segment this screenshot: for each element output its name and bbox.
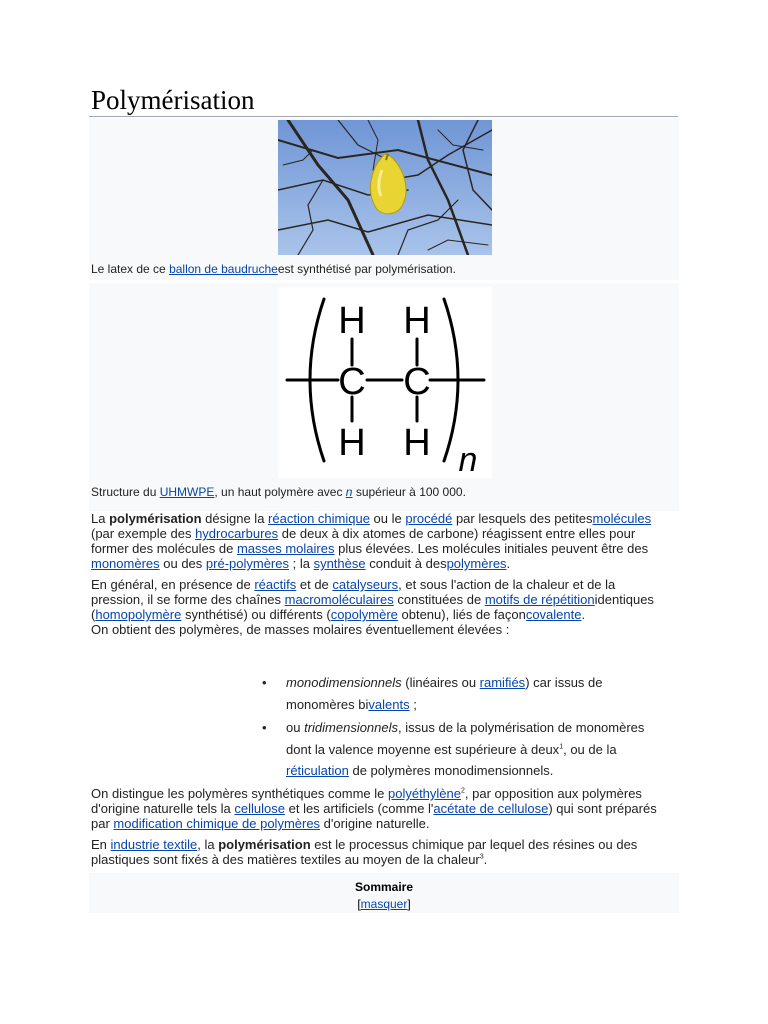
toc-toggle: [masquer] <box>357 897 411 911</box>
textile-paragraph: En industrie textile, la polymérisation est le processus chimique par lequel des résines ou des plastiques sont fixés à des matières textiles au moyen de la chaleur$^3$. <box>91 837 638 867</box>
formula-atom-h: H <box>403 422 431 464</box>
formula-atom-h: H <box>338 300 366 342</box>
link-polyethylene[interactable]: polyéthylène <box>387 786 461 801</box>
link-industrie-textile[interactable]: industrie textile <box>110 837 198 852</box>
link-copolymere[interactable]: copolymère <box>330 607 398 622</box>
formula-atom-h: H <box>403 300 431 342</box>
link-valents[interactable]: valents <box>368 696 410 712</box>
link-acetate-de-cellulose[interactable]: acétate de cellulose <box>433 801 549 816</box>
general-paragraph: En général, en présence de réactifs et de catalyseurs, et sous l'action de la chaleur et de la pression, il se forme des chaînes macromoléculaires constituées de motifs de répétitionidentiques (homopolymère synthétisé) ou différents (copolymère obtenu), liés de façoncovalente. On obtient des polymères, de masses molaires éventuellement élevées : <box>91 577 654 637</box>
link-covalente[interactable]: covalente <box>525 607 582 622</box>
footnote-ref-1[interactable]: 1 <box>559 743 564 751</box>
bullet-icon: • <box>262 675 267 690</box>
link-ballon-de-baudruche[interactable]: ballon de baudruche <box>169 262 278 276</box>
link-monomeres[interactable]: monomères <box>91 556 160 571</box>
intro-paragraph: La polymérisation désigne la réaction chimique ou le procédé par lesquels des petitesmolécules (par exemple des hydrocarbures de deux à dix atomes de carbone) réagissent entre elles pour former des molécules de masses molaires plus élevées. Les molécules initiales peuvent être des monomères ou des pré-polymères ; la synthèse conduit à despolymères. <box>91 511 652 571</box>
formula-atom-h: H <box>338 422 366 464</box>
synthetic-paragraph: On distingue les polymères synthétiques comme le polyéthylène$^2$, par opposition aux polymères d'origine naturelle tels la cellulose et les artificiels (comme l'acétate de cellulose) qui sont préparés par modification chimique de polymères d'origine naturelle. <box>91 786 657 831</box>
link-motifs-de-repetition[interactable]: motifs de répétition <box>484 592 595 607</box>
formula-atom-c: C <box>338 361 366 403</box>
list-item: • ou tridimensionnels, issus de la polymérisation de monomères dont la valence moyenne est supérieure à deux$^1$, ou de la réticulation de polymères monodimensionnels. <box>262 717 662 782</box>
link-reactifs[interactable]: réactifs <box>254 577 297 592</box>
toc-heading: Sommaire <box>354 880 414 894</box>
link-n[interactable]: n <box>345 485 353 499</box>
list-item: • monodimensionnels (linéaires ou ramifiés) car issus de monomères bivalents ; <box>262 672 662 715</box>
toc-hide-link[interactable]: masquer <box>360 897 408 911</box>
table-of-contents <box>89 873 679 913</box>
uhmwpe-formula[interactable] <box>278 287 492 478</box>
link-pre-polymeres[interactable]: pré-polymères <box>205 556 289 571</box>
balloon-photo[interactable] <box>278 120 492 255</box>
footnote-ref-3[interactable]: 3 <box>479 853 484 861</box>
link-homopolymere[interactable]: homopolymère <box>95 607 182 622</box>
link-macromoleculaires[interactable]: macromoléculaires <box>284 592 394 607</box>
link-uhmwpe[interactable]: UHMWPE <box>159 485 215 499</box>
link-reticulation[interactable]: réticulation <box>286 763 349 778</box>
formula-subscript-n: n <box>458 441 478 478</box>
polymer-types-list <box>262 672 662 782</box>
link-synthese[interactable]: synthèse <box>313 556 366 571</box>
link-ramifies[interactable]: ramifiés <box>479 675 526 690</box>
link-cellulose[interactable]: cellulose <box>234 801 285 816</box>
link-catalyseurs[interactable]: catalyseurs <box>332 577 399 592</box>
link-reaction-chimique[interactable]: réaction chimique <box>268 511 370 526</box>
link-polymeres[interactable]: polymères <box>446 556 507 571</box>
link-molecules[interactable]: molécules <box>592 511 652 526</box>
figure-caption: Le latex de ce ballon de baudrucheest synthétisé par polymérisation. <box>91 262 456 276</box>
link-procede[interactable]: procédé <box>405 511 453 526</box>
bullet-icon: • <box>262 720 267 735</box>
page-title: Polymérisation <box>91 85 255 115</box>
footnote-ref-2[interactable]: 2 <box>460 787 465 795</box>
link-modification-chimique[interactable]: modification chimique de polymères <box>113 816 321 831</box>
formula-atom-c: C <box>403 361 431 403</box>
link-masses-molaires[interactable]: masses molaires <box>236 541 335 556</box>
link-hydrocarbures[interactable]: hydrocarbures <box>195 526 279 541</box>
title-divider <box>89 116 678 117</box>
figure-caption: Structure du UHMWPE, un haut polymère avec n supérieur à 100 000. <box>91 485 466 499</box>
